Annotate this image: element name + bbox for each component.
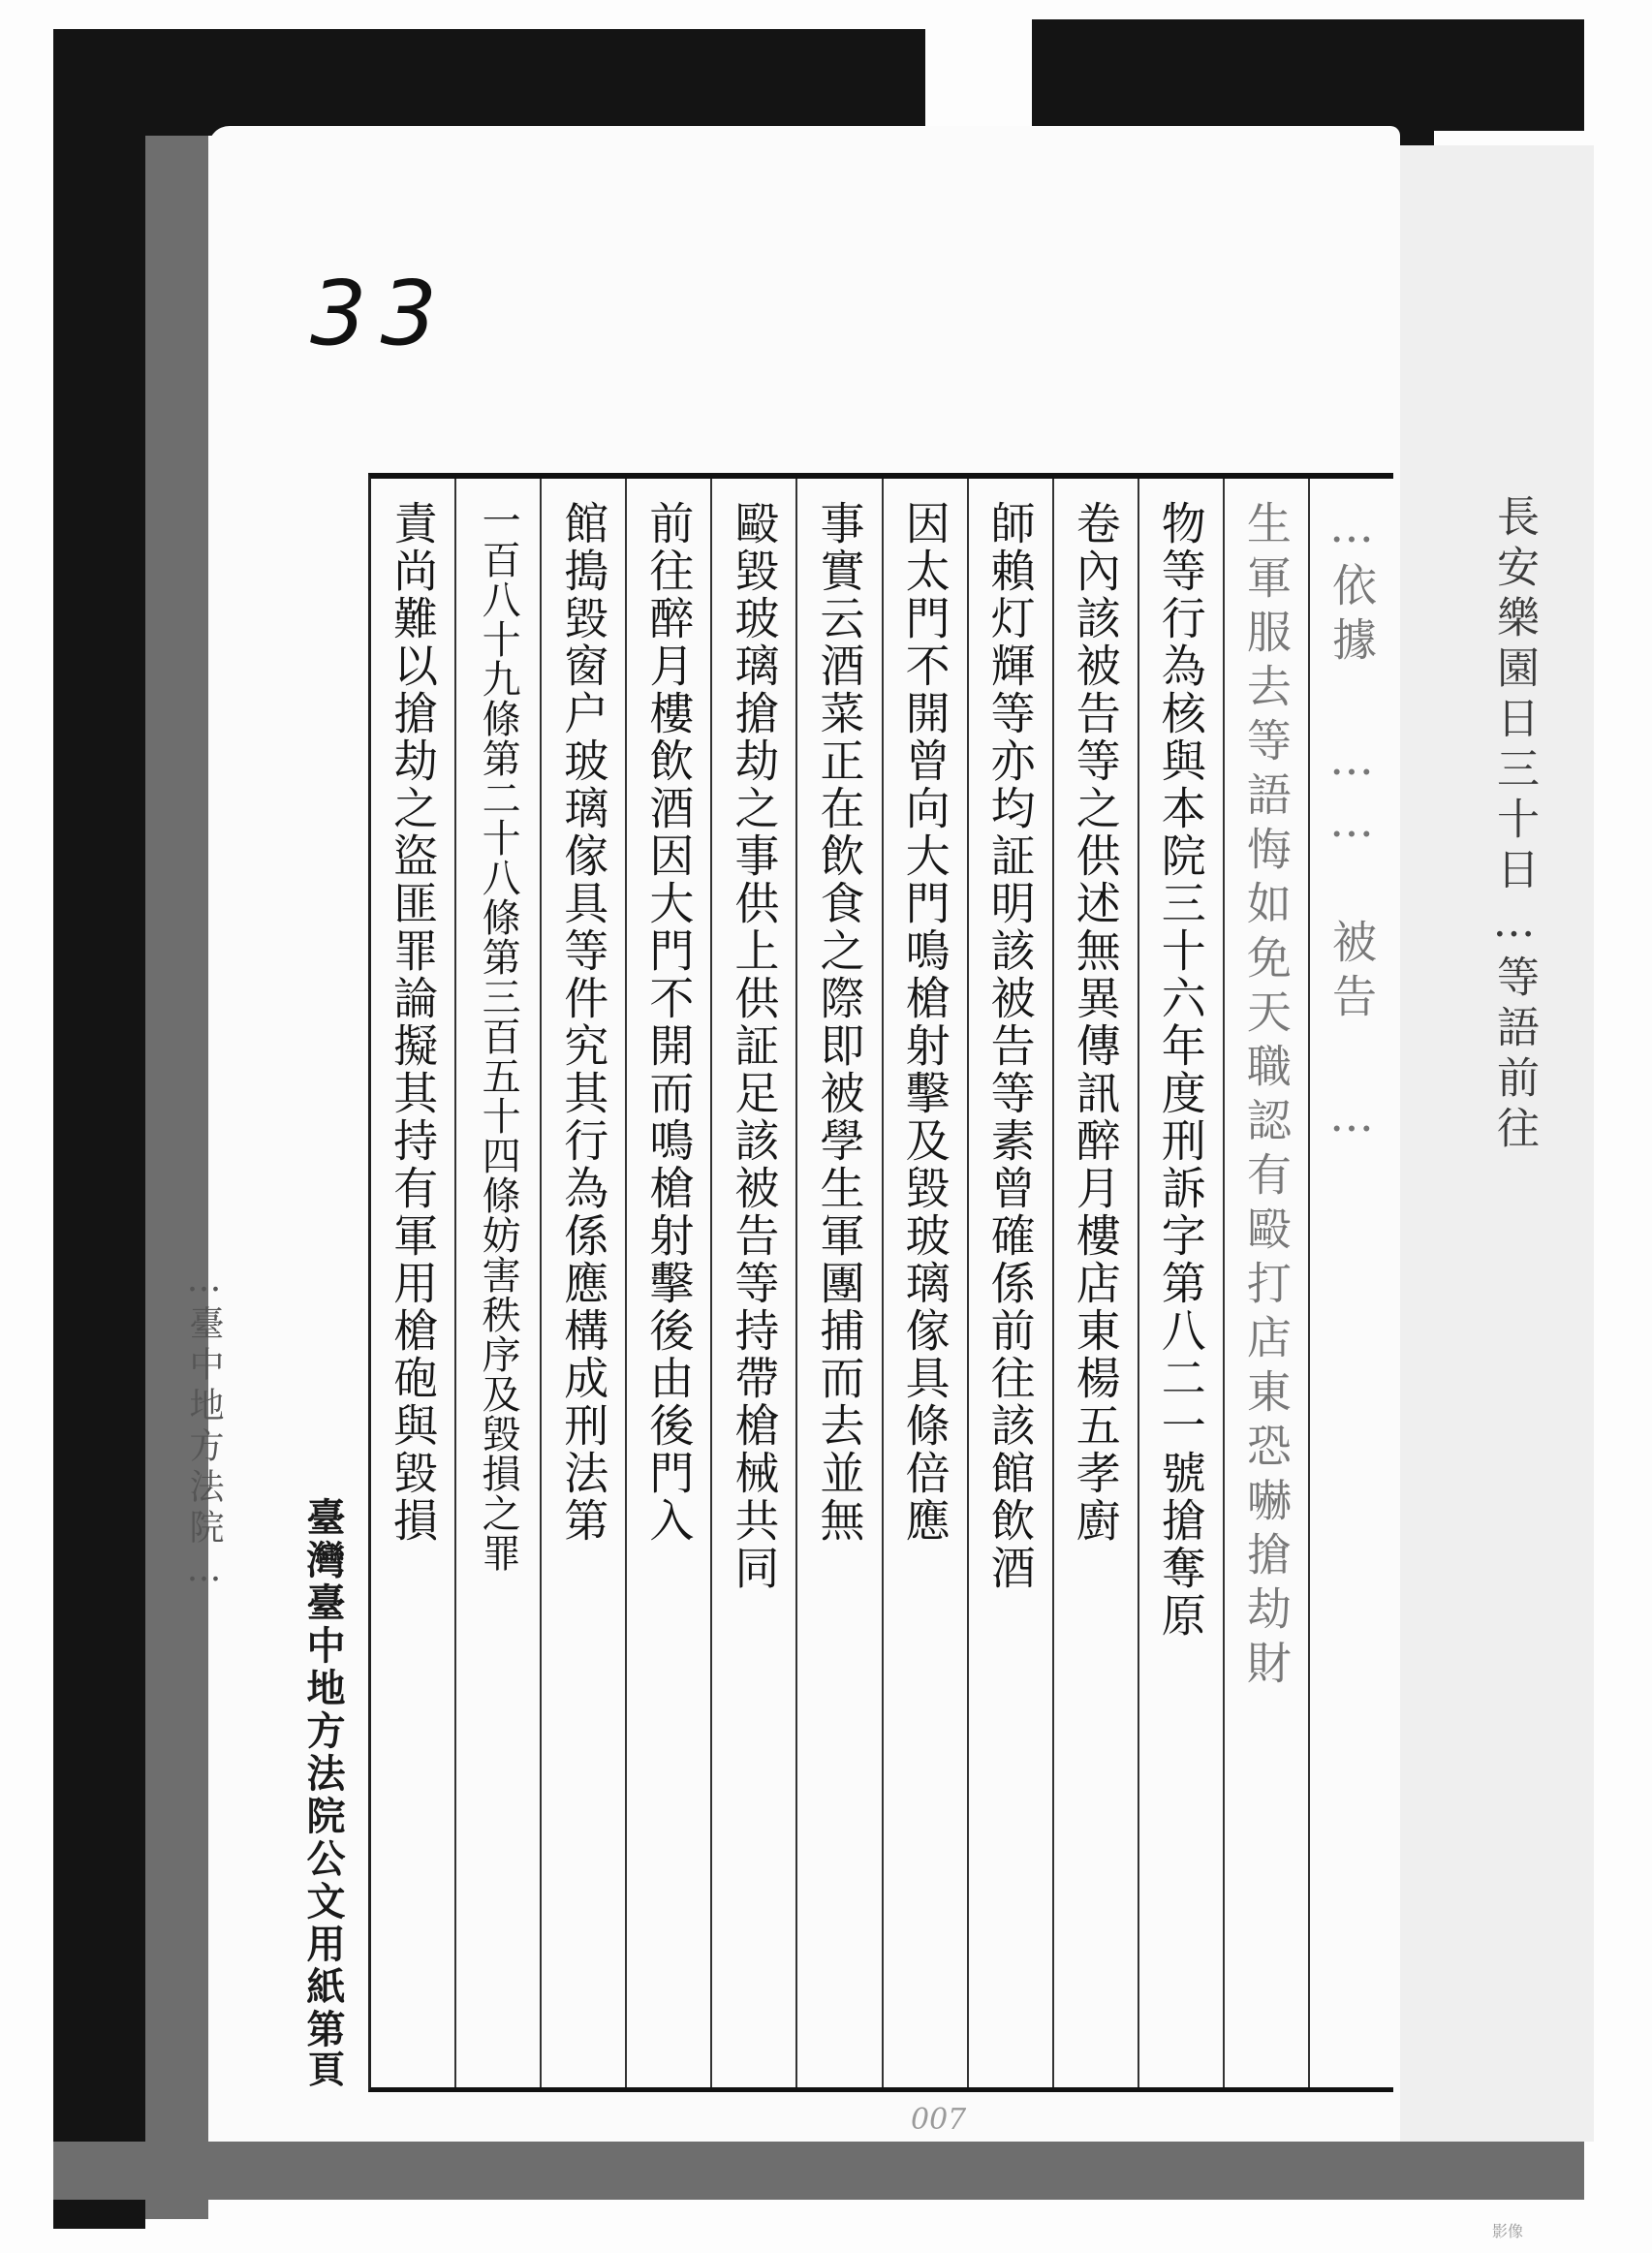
scan-edge-top-right	[1032, 19, 1584, 131]
column-text: 卷內該被告等之供述無異傳訊醉月樓店東楊五孝廚	[1069, 500, 1122, 1545]
text-column	[967, 479, 1052, 2087]
text-column	[1308, 479, 1393, 2087]
column-text: 師賴灯輝等亦均証明該被告等素曾確係前往該館飲酒	[983, 500, 1037, 1592]
column-text: 物等行為核與本院三十六年度刑訴字第八二一號搶奪原	[1154, 500, 1207, 1640]
book-page-edges	[145, 136, 208, 2219]
text-column	[710, 479, 795, 2087]
text-column	[454, 479, 540, 2087]
scan-edge-top-left	[53, 29, 925, 136]
scan-edge-left	[53, 29, 145, 2229]
text-column	[1138, 479, 1223, 2087]
column-text: 館搗毀窗户玻璃傢具等件究其行為係應構成刑法第	[557, 500, 610, 1545]
watermark: 影像	[1492, 2222, 1524, 2240]
text-column	[1052, 479, 1138, 2087]
column-text: 責尚難以搶劫之盜匪罪論擬其持有軍用槍砲與毀損	[387, 500, 440, 1545]
column-text: 因太門不開曾向大門鳴槍射擊及毀玻璃傢具條倍應	[898, 500, 951, 1545]
adjacent-page-text: 長安樂園日三十日…等語前往	[1489, 494, 1539, 1156]
text-column	[795, 479, 881, 2087]
adjacent-page	[1400, 145, 1594, 2142]
text-column	[625, 479, 710, 2087]
text-column	[371, 479, 454, 2087]
form-page-label: 頁	[308, 2049, 346, 2091]
column-text: …依據 …… 被告 …	[1325, 500, 1378, 1151]
text-column	[1223, 479, 1308, 2087]
column-text: 前往醉月樓飲酒因大門不開而鳴槍射擊後由後門入	[642, 500, 696, 1545]
text-column	[882, 479, 967, 2087]
faded-stamp	[567, 373, 927, 441]
manuscript-frame	[368, 473, 1393, 2092]
left-page-edge-text: …臺中地方法院…	[184, 1260, 224, 1595]
text-columns	[371, 479, 1393, 2087]
column-text: 毆毀玻璃搶劫之事供上供証足該被告等持帶槍械共同	[728, 500, 781, 1592]
column-text: 生軍服去等語悔如免天職認有毆打店東恐嚇搶劫財	[1239, 500, 1293, 1694]
column-text: 事實云酒菜正在飲食之際即被學生軍團捕而去並無	[813, 500, 866, 1545]
page-number: 33	[310, 262, 452, 365]
scan-edge-bottom	[53, 2142, 1584, 2200]
form-footer: 臺灣臺中地方法院公文用紙第	[300, 1497, 345, 2051]
text-column	[540, 479, 625, 2087]
bottom-note: 007	[911, 2103, 967, 2137]
column-text: 一百八十九條第二十八條第三百五十四條妨害秩序及毀損之罪	[476, 500, 521, 1573]
